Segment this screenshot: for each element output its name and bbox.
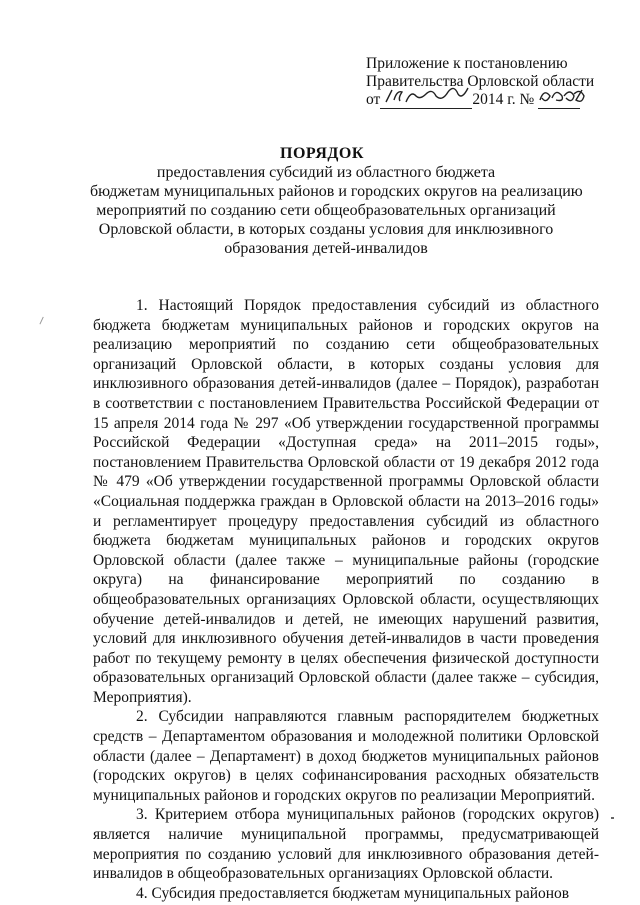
- document-subtitle: [90, 163, 583, 258]
- approval-date-line: [366, 91, 616, 109]
- paragraph-3: 3. Критерием отбора муниципальных районов (городских округов) является наличие муниципальной программы, предусматривающей мероприятия по созданию условий для инклюзивного образования детей-инвалидов в общеобразовательных организациях Орловской области.: [93, 806, 599, 883]
- paragraph-4: 4. Субсидия предоставляется бюджетам муниципальных районов: [136, 884, 570, 902]
- approval-prefix: от: [366, 91, 381, 108]
- approval-year-number: 2014 г. №: [472, 91, 535, 108]
- approval-stamp: [366, 55, 616, 109]
- document-title: ПОРЯДОК: [280, 145, 364, 162]
- subtitle-line: образования детей-инвалидов: [224, 240, 428, 257]
- approval-line-2: Правительства Орловской области: [366, 73, 595, 90]
- margin-dot: [611, 817, 614, 819]
- subtitle-line: мероприятий по созданию сети общеобразовательных организаций: [96, 202, 556, 219]
- paragraph-1: 1. Настоящий Порядок предоставления субсидий из областного бюджета бюджетам муниципальных районов и городских округов на реализацию мероприятий по созданию сети общеобразовательных организаций Орловской области, в которых созданы условия для инклюзивного образования детей-инвалидов (далее – Порядок), разработан в соответствии с постановлением Правительства Российской Федерации от 15 апреля 2014 года № 297 «Об утверждении государственной программы Российской Федерации «Доступная среда» на 2011–2015 годы», постановлением Правительства Орловской области от 19 декабря 2012 года № 479 «Об утверждении государственной программы Орловской области «Социальная поддержка граждан в Орловской области на 2013–2016 годы» и регламентирует процедуру предоставления субсидий из областного бюджета бюджетам муниципальных районов и городских округов Орловской области (далее также – муниципальные районы (городские округа) на финансирование мероприятий по созданию в общеобразовательных организациях Орловской области, осуществляющих обучение детей-инвалидов и детей, не имеющих нарушений развития, условий для инклюзивного обучения детей-инвалидов в части проведения работ по текущему ремонту в целях обеспечения физической доступности образовательных организаций Орловской области (далее также – субсидия, Мероприятия).: [93, 297, 599, 706]
- paragraph-2: 2. Субсидии направляются главным распорядителем бюджетных средств – Департаментом образования и молодежной политики Орловской области (далее – Департамент) в доход бюджетов муниципальных районов (городских округов) в целях софинансирования расходных обязательств муниципальных районов и городских округов по реализации Мероприятий.: [93, 708, 599, 804]
- subtitle-line: бюджетам муниципальных районов и городских округов на реализацию: [90, 183, 583, 200]
- handwritten-date: [380, 92, 472, 109]
- margin-mark: [39, 317, 45, 326]
- subtitle-line: Орловской области, в которых созданы условия для инклюзивного: [98, 221, 554, 238]
- handwritten-number: [538, 92, 580, 109]
- approval-line-1: Приложение к постановлению: [366, 55, 568, 72]
- document-body: [93, 296, 599, 903]
- subtitle-line: предоставления субсидий из областного бюджета: [156, 164, 496, 181]
